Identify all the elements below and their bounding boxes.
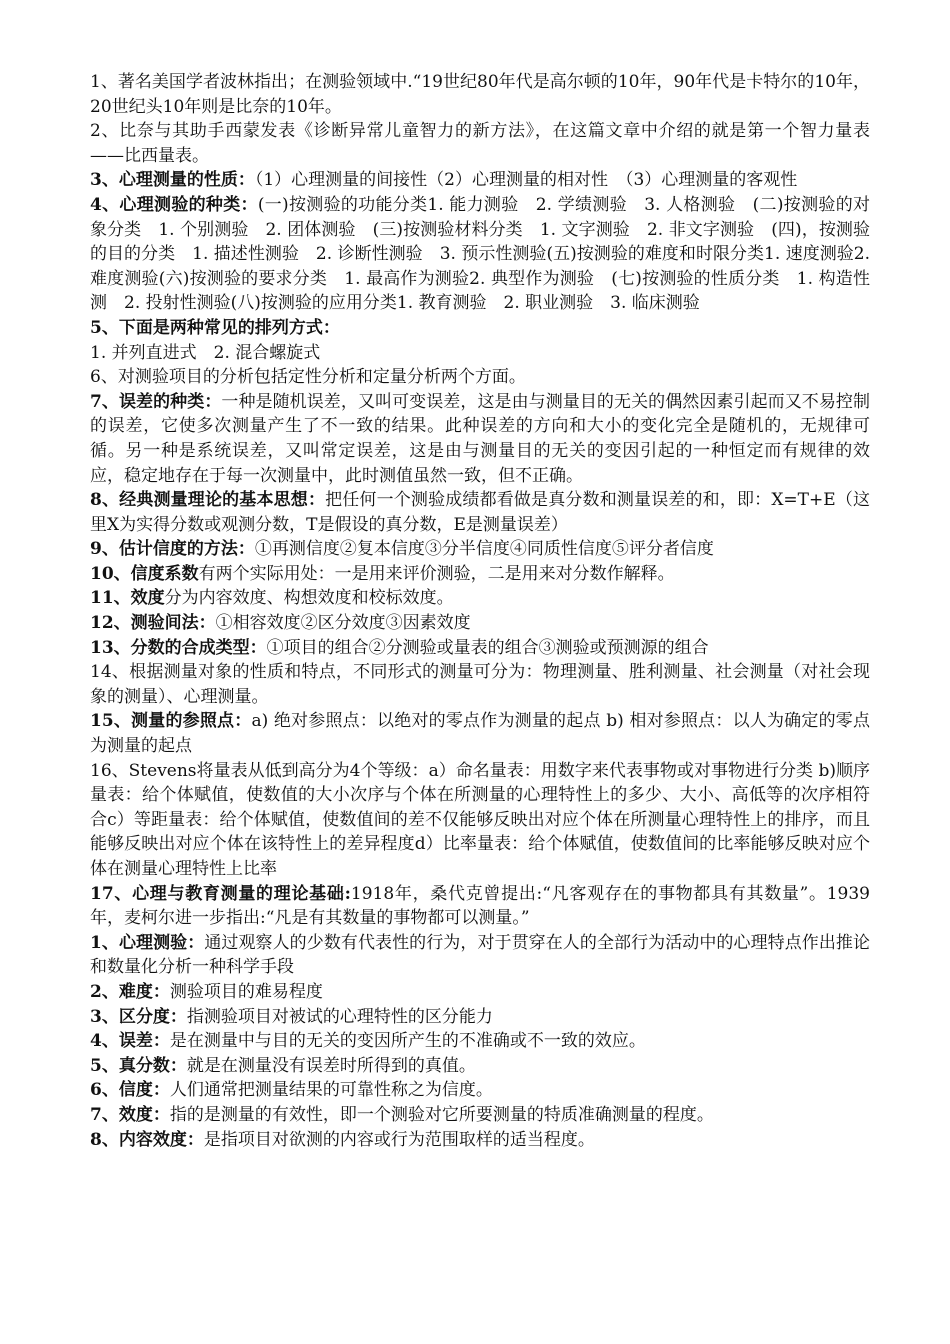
paragraph-13: 12、测验间法：①相容效度②区分效度③因素效度 bbox=[90, 613, 471, 634]
paragraph-19: 1、心理测验：通过观察人的少数有代表性的行为，对于贯穿在人的全部行为活动中的心理特点作出推论和数量化分析一种科学手段 bbox=[90, 932, 870, 978]
paragraph-15: 14、根据测量对象的性质和特点，不同形式的测量可分为：物理测量、胜利测量、社会测量（对社会现象的测量）、心理测量。 bbox=[90, 662, 870, 707]
paragraph-22: 4、误差：是在测量中与目的无关的变因所产生的不准确或不一致的效应。 bbox=[90, 1031, 646, 1052]
paragraph-25: 7、效度：指的是测量的有效性，即一个测验对它所要测量的特质准确测量的程度。 bbox=[90, 1104, 714, 1125]
paragraph-21: 3、区分度：指测验项目对被试的心理特性的区分能力 bbox=[90, 1006, 493, 1027]
paragraph-5: 5、下面是两种常见的排列方式： bbox=[90, 317, 340, 338]
document-page bbox=[90, 70, 870, 1152]
paragraph-10: 9、估计信度的方法：①再测信度②复本信度③分半信度④同质性信度⑤评分者信度 bbox=[90, 539, 714, 560]
paragraph-11: 10、信度系数有两个实际用处：一是用来评价测验，二是用来对分数作解释。 bbox=[90, 563, 675, 584]
paragraph-8: 7、误差的种类：一种是随机误差，又叫可变误差，这是由与测量目的无关的偶然因素引起而又不易控制的误差，它使多次测量产生了不一致的结果。此种误差的方向和大小的变化完全是随机的，无规律可循。另一种是系统误差，又叫常定误差，这是由与测量目的无关的变因引起的一种恒定而有规律的效应，稳定地存在于每一次测量中，此时测值虽然一致，但不正确。 bbox=[90, 391, 870, 486]
paragraph-1: 1、著名美国学者波林指出；在测验领域中.“19世纪80年代是高尔顿的10年，90年代是卡特尔的10年，20世纪头10年则是比奈的10年。 bbox=[90, 72, 870, 117]
paragraph-12: 11、效度分为内容效度、构想效度和校标效度。 bbox=[90, 588, 454, 609]
paragraph-2: 2、比奈与其助手西蒙发表《诊断异常儿童智力的新方法》，在这篇文章中介绍的就是第一个智力量表——比西量表。 bbox=[90, 121, 870, 166]
paragraph-9: 8、经典测量理论的基本思想：把任何一个测验成绩都看做是真分数和测量误差的和，即：X=T+E（这里X为实得分数或观测分数，T是假设的真分数，E是测量误差） bbox=[90, 490, 870, 535]
paragraph-14: 13、分数的合成类型：①项目的组合②分测验或量表的组合③测验或预测源的组合 bbox=[90, 637, 709, 658]
paragraph-3: 3、心理测量的性质：（1）心理测量的间接性（2）心理测量的相对性 （3）心理测量的客观性 bbox=[90, 170, 798, 191]
paragraph-20: 2、难度：测验项目的难易程度 bbox=[90, 981, 323, 1002]
paragraph-24: 6、信度：人们通常把测量结果的可靠性称之为信度。 bbox=[90, 1080, 493, 1101]
paragraph-18: 17、心理与教育测量的理论基础:1918年，桑代克曾提出:“凡客观存在的事物都具有其数量”。1939年，麦柯尔进一步指出:“凡是有其数量的事物都可以测量。” bbox=[90, 883, 871, 929]
paragraph-4: 4、心理测验的种类：(一)按测验的功能分类1. 能力测验 2. 学绩测验 3. 人格测验 (二)按测验的对象分类 1. 个别测验 2. 团体测验 (三)按测验材料分类 1. 文字测验 2. 非文字测验 (四)，按测验的目的分类 1. 描述性测验 2. 诊断性测验 3. 预示性测验(五)按测验的难度和时限分类1. 速度测验2. 难度测验(六)按测验的要求分类 1. 最高作为测验2. 典型作为测验 (七)按测验的性质分类 1. 构造性测 2. 投射性测验(八)按测验的应用分类1. 教育测验 2. 职业测验 3. 临床测验 bbox=[90, 194, 870, 314]
paragraph-23: 5、真分数：就是在测量没有误差时所得到的真值。 bbox=[90, 1055, 476, 1076]
paragraph-17: 16、Stevens将量表从低到高分为4个等级：a）命名量表：用数字来代表事物或对事物进行分类 b)顺序量表：给个体赋值，使数值的大小次序与个体在所测量的心理特性上的多少、大小、高低等的次序相符合c）等距量表：给个体赋值，使数值间的差不仅能够反映出对应个体在所测量心理特性上的排序，而且能够反映出对应个体在该特性上的差异程度d）比率量表：给个体赋值，使数值间的比率能够反映对应个体在测量心理特性上比率 bbox=[90, 760, 870, 879]
paragraph-7: 6、对测验项目的分析包括定性分析和定量分析两个方面。 bbox=[90, 367, 526, 388]
paragraph-26: 8、内容效度：是指项目对欲测的内容或行为范围取样的适当程度。 bbox=[90, 1129, 595, 1150]
paragraph-16: 15、测量的参照点：a) 绝对参照点：以绝对的零点作为测量的起点 b) 相对参照点：以人为确定的零点为测量的起点 bbox=[90, 711, 870, 757]
paragraph-6: 1. 并列直进式 2. 混合螺旋式 bbox=[90, 342, 321, 363]
